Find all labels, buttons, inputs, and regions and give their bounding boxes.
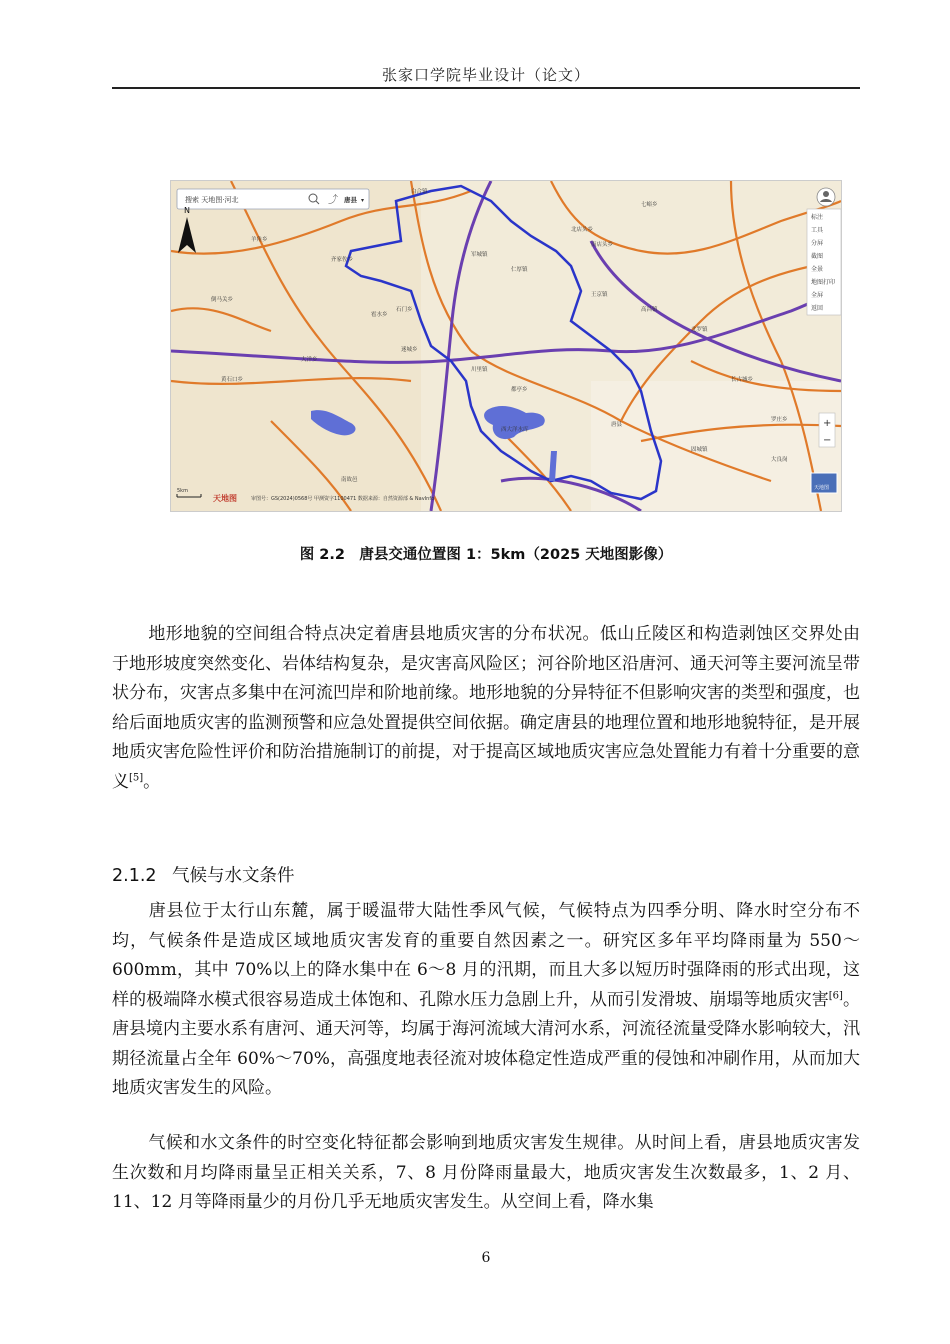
place-label: 高昌镇: [641, 307, 658, 313]
place-label: 唐县: [611, 422, 623, 428]
place-label: 西大洋水库: [501, 427, 529, 433]
figure-caption: 图 2.2 唐县交通位置图 1：5km（2025 天地图影像）: [299, 547, 673, 563]
place-label: 仁厚镇: [511, 267, 528, 273]
basemap-label: 天地图: [814, 485, 830, 491]
scope-selector[interactable]: 唐县: [344, 196, 357, 204]
section-title: 气候与水文条件: [172, 866, 295, 886]
chevron-down-icon[interactable]: ▾: [361, 197, 365, 204]
paragraph-text: 。唐县境内主要水系有唐河、通天河等，均属于海河流域大清河水系，河流径流量受降水影响较大，汛期径流量占全年 60%～70%，高强度地表径流对坡体稳定性造成严重的侵蚀和冲刷作用，从而加大地质灾害发生的风险。: [112, 989, 861, 1098]
place-label: 北店头乡: [571, 227, 594, 233]
place-label: 罗庄乡: [771, 417, 788, 423]
place-label: 大洋乡: [301, 357, 318, 363]
place-label: 王京镇: [591, 292, 608, 298]
map-image: [171, 181, 841, 511]
place-label: 倒马关乡: [211, 297, 234, 303]
paragraph-end: 。: [143, 771, 161, 792]
page-header: 张家口学院毕业设计（论文）: [381, 66, 590, 84]
place-label: 大良岗: [771, 457, 788, 463]
place-label: 川里镇: [471, 367, 488, 373]
north-label: N: [184, 206, 190, 215]
place-label: 黄石口乡: [221, 377, 244, 383]
paragraph: [112, 1129, 860, 1218]
place-label: 军城镇: [471, 252, 488, 258]
map-copyright: 审图号：GS(2024)0568号 甲测资字1100471 数据来源：自然资源部 & NavInfo: [251, 496, 435, 502]
place-label: 齐家佐乡: [331, 257, 354, 263]
citation: [6]: [828, 989, 843, 1001]
paragraph-text: 气候和水文条件的时空变化特征都会影响到地质灾害发生规律。从时间上看，唐县地质灾害发生次数和月均降雨量呈正相关关系，7、8 月份降雨量最大，地质灾害发生次数最多，1、2 月、11、12 月等降雨量少的月份几乎无地质灾害发生。从空间上看，降水集: [112, 1133, 860, 1212]
zoom-out-button[interactable]: −: [823, 435, 832, 446]
place-label: 雹水乡: [371, 312, 388, 318]
place-label: 北罗镇: [691, 327, 708, 333]
toolbar-item-back[interactable]: 返回: [811, 305, 824, 312]
map-search-input[interactable]: 搜索 天地图·河北: [185, 196, 239, 204]
brand-logo: 天地图: [213, 493, 237, 503]
scale-label: 5km: [177, 488, 188, 494]
place-label: 南店头乡: [591, 242, 614, 248]
place-label: 七峪乡: [641, 202, 658, 208]
place-label: 固城镇: [691, 447, 708, 453]
place-label: 长古城乡: [731, 377, 754, 383]
paragraph-text: 唐县位于太行山东麓，属于暖温带大陆性季风气候，气候特点为四季分明、降水时空分布不均，气候条件是造成区域地质灾害发育的重要自然因素之一。研究区多年平均降雨量为 550～600mm，其中 70%以上的降水集中在 6～8 月的汛期，而且大多以短历时强降雨的形式出现，这样的极端降水模式很容易造成土体饱和、孔隙水压力急剧上升，从而引发滑坡、崩塌等地质灾害: [112, 901, 860, 1010]
place-label: 都亭乡: [511, 387, 528, 393]
toolbar-item-tools[interactable]: 工具: [811, 227, 824, 234]
place-label: 羊角乡: [251, 237, 268, 243]
page-number: 6: [481, 1250, 491, 1266]
toolbar-item-print[interactable]: 地图打印: [811, 279, 836, 286]
toolbar-item-fullscreen[interactable]: 全屏: [811, 292, 824, 299]
map-search-box[interactable]: [177, 189, 369, 209]
place-label: 白合镇: [411, 189, 428, 195]
zoom-in-button[interactable]: +: [823, 418, 832, 429]
section-number: 2.1.2: [112, 866, 157, 886]
route-icon[interactable]: ⤴: [328, 195, 338, 206]
map-figure: [170, 180, 842, 512]
toolbar-item-panorama[interactable]: 全景: [811, 266, 824, 273]
header-rule: [112, 87, 860, 89]
citation: [5]: [129, 771, 144, 783]
toolbar-item-screenshot[interactable]: 截图: [811, 253, 824, 260]
place-label: 南故邑: [341, 477, 358, 483]
paragraph: [112, 897, 860, 1104]
section-heading: [112, 862, 295, 887]
place-label: 迷城乡: [401, 347, 418, 353]
place-label: 石门乡: [396, 307, 413, 313]
toolbar-item-mark[interactable]: 标注: [811, 214, 824, 221]
paragraph-text: 地形地貌的空间组合特点决定着唐县地质灾害的分布状况。低山丘陵区和构造剥蚀区交界处由于地形坡度突然变化、岩体结构复杂，是灾害高风险区；河谷阶地区沿唐河、通天河等主要河流呈带状分布，灾害点多集中在河流凹岸和阶地前缘。地形地貌的分异特征不但影响灾害的类型和强度，也给后面地质灾害的监测预警和应急处置提供空间依据。确定唐县的地理位置和地形地貌特征，是开展地质灾害危险性评价和防治措施制订的前提，对于提高区域地质灾害应急处置能力有着十分重要的意义: [112, 624, 860, 792]
paragraph: [112, 620, 860, 797]
toolbar-item-split[interactable]: 分屏: [811, 240, 824, 247]
